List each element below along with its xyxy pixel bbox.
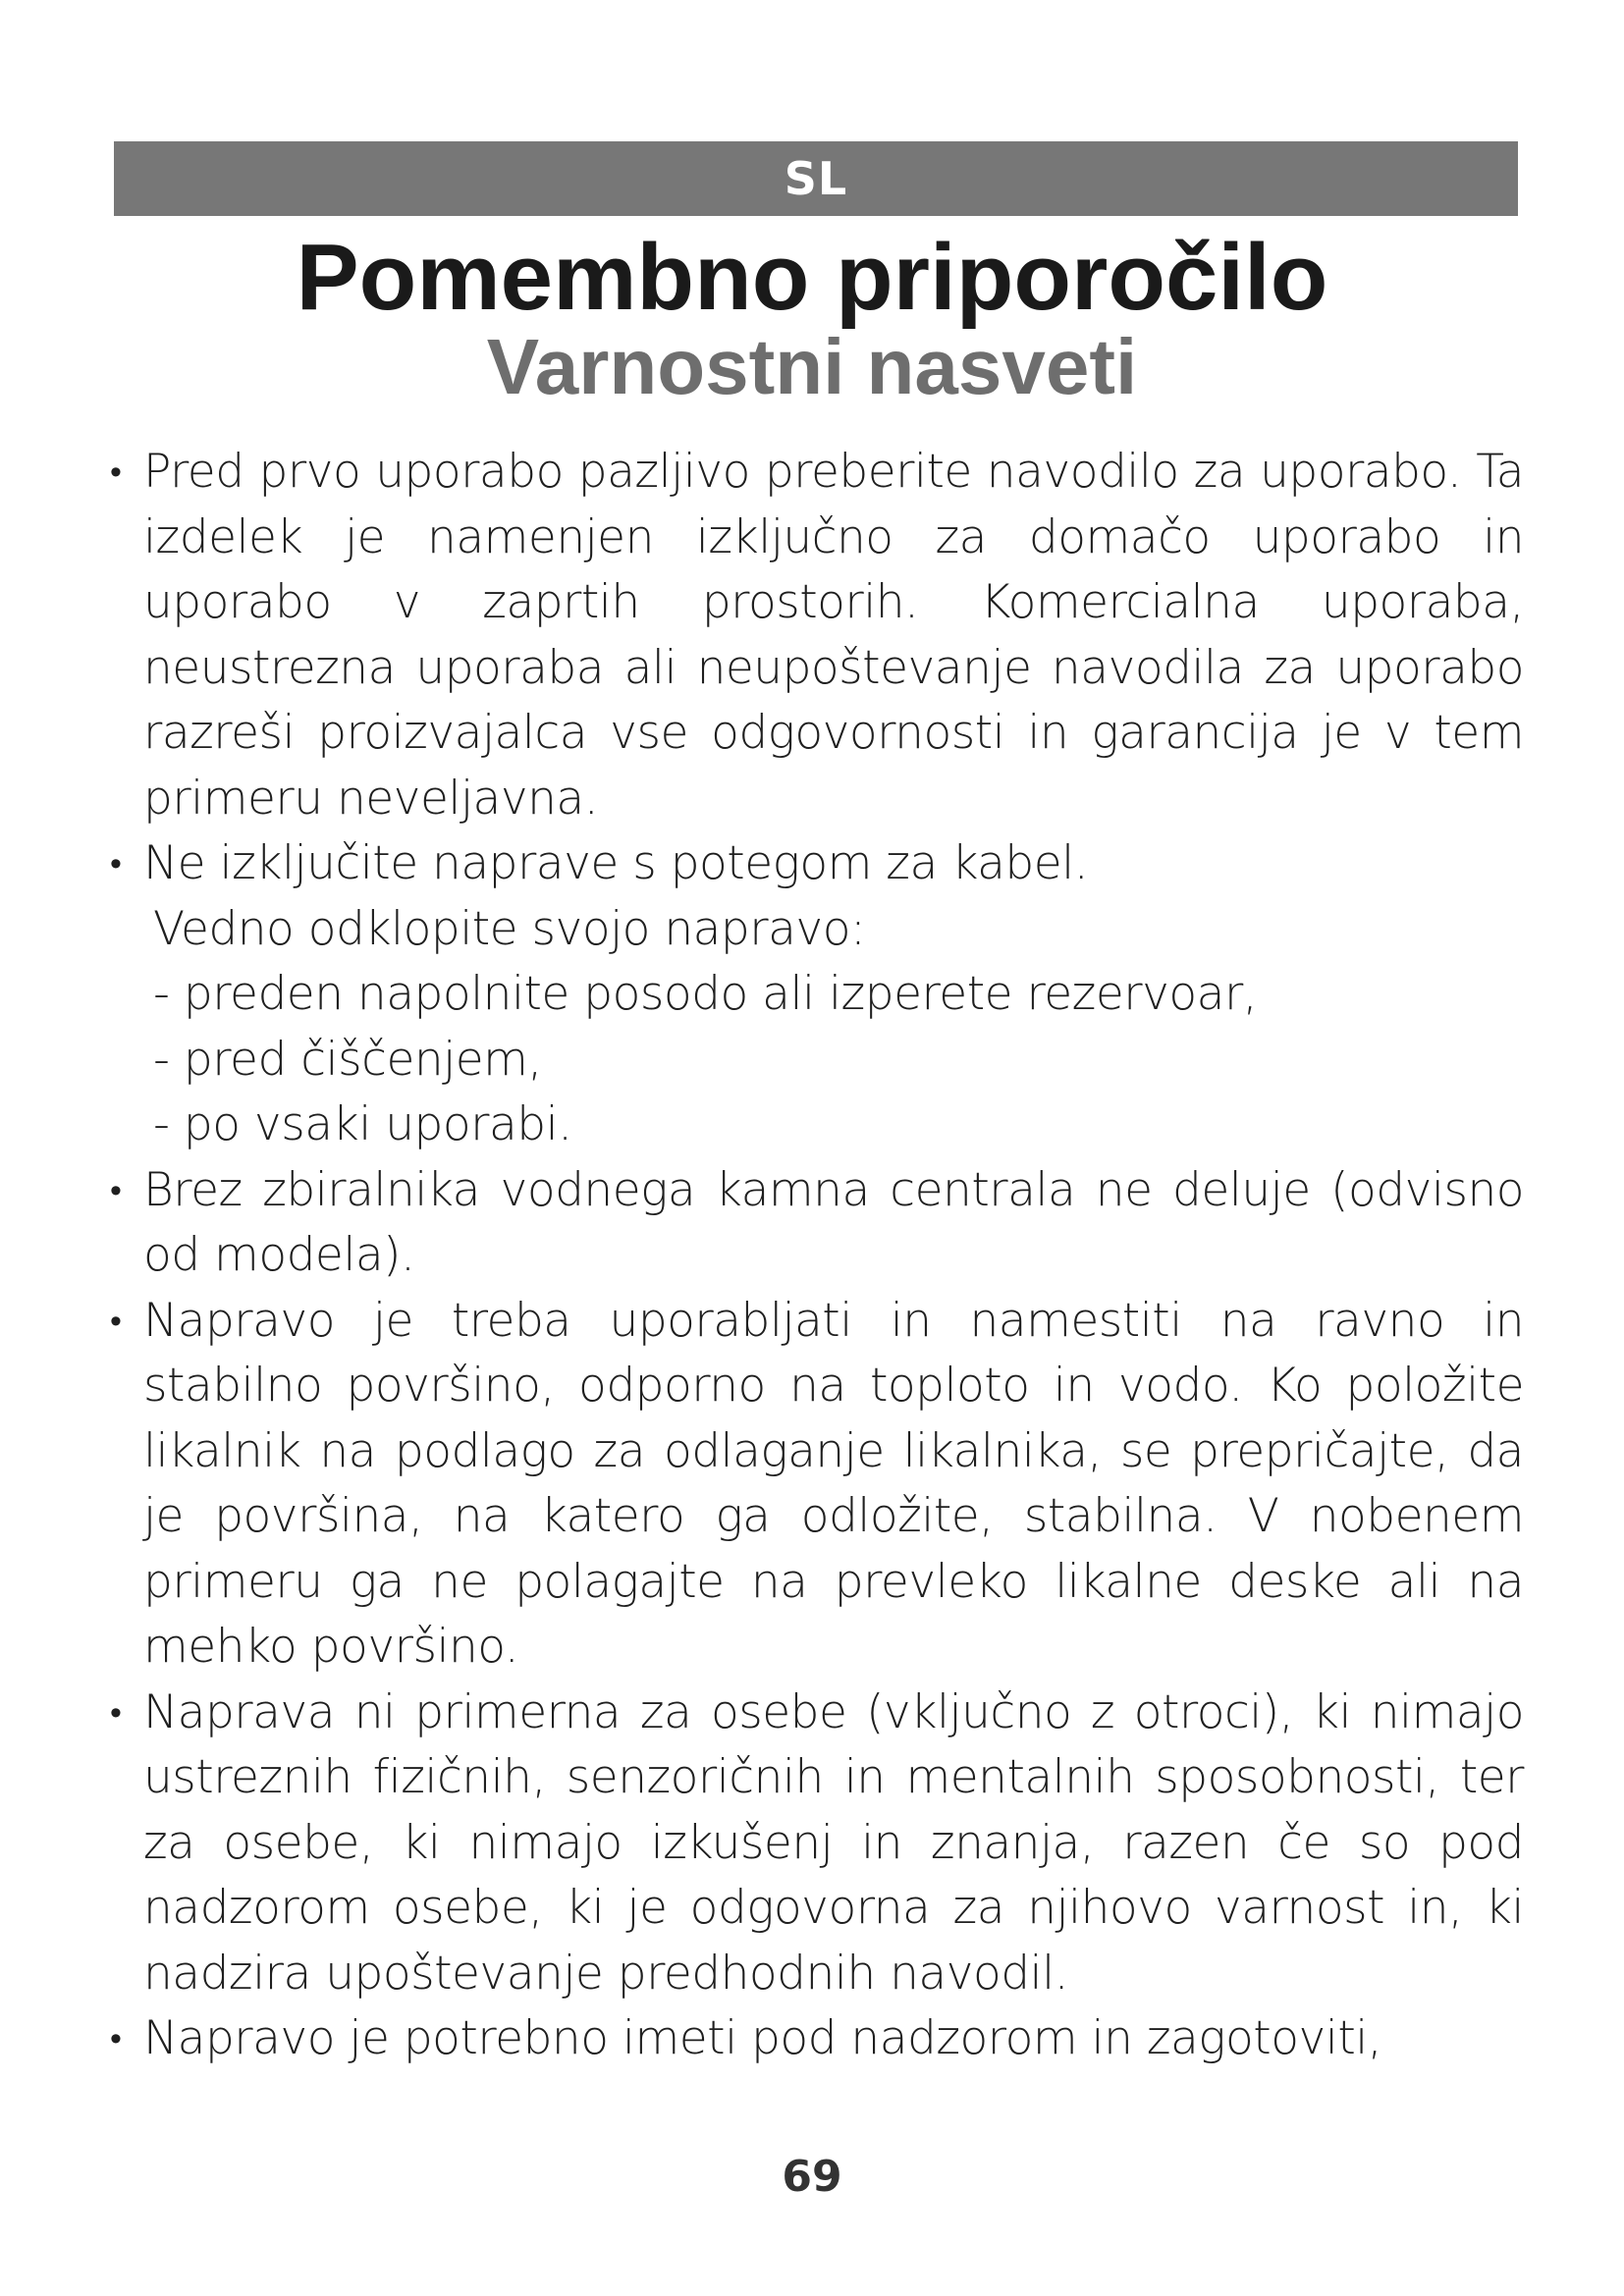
bullet-icon: •	[110, 844, 122, 883]
bullet-icon: •	[110, 453, 122, 492]
list-item	[110, 1289, 1524, 1681]
list-item	[110, 2006, 1524, 2072]
list-item-subtext: Vedno odklopite svojo napravo:	[153, 901, 866, 956]
list-item-text: Napravo je potrebno imeti pod nadzorom in zagotoviti,	[143, 2011, 1382, 2065]
list-item-text: Napravo je treba uporabljati in namestiti na ravno in stabilno površino, odporno na toploto in vodo. Ko položite likalnik na podlago za odlaganje likalnika, se prepričajte, da je površina, na katero ga odložite, stabilna. V nobenem primeru ga ne polagajte na prevleko likalne deske ali na mehko površino.	[143, 1293, 1524, 1674]
list-item-text: Brez zbiralnika vodnega kamna centrala ne deluje (odvisno od modela).	[143, 1162, 1524, 1282]
language-header-bar	[114, 141, 1518, 216]
dash-item: - preden napolnite posodo ali izperete rezervoar,	[153, 967, 1258, 1021]
dash-item: - pred čiščenjem,	[153, 1032, 542, 1087]
list-item-text: Naprava ni primerna za osebe (vključno z otroci), ki nimajo ustreznih fizičnih, senzoričnih in mentalnih sposobnosti, ter za osebe, ki nimajo izkušenj in znanja, razen če so pod nadzorom osebe, ki je odgovorna za njihovo varnost in, ki nadzira upoštevanje predhodnih navodil.	[143, 1684, 1524, 2001]
list-item	[110, 1681, 1524, 2007]
bullet-icon: •	[110, 1170, 122, 1210]
bullet-icon: •	[110, 1692, 122, 1733]
list-item-text: Pred prvo uporabo pazljivo preberite navodilo za uporabo. Ta izdelek je namenjen izključno za domačo uporabo in uporabo v zaprtih prostorih. Komercialna uporaba, neustrezna uporaba ali neupoštevanje navodila za uporabo razreši proizvajalca vse odgovornosti in garancija je v tem primeru neveljavna.	[143, 445, 1524, 826]
safety-instructions	[110, 440, 1524, 2072]
list-item	[110, 1158, 1524, 1289]
bullet-icon: •	[110, 1301, 122, 1341]
page-number: 69	[782, 2152, 842, 2202]
language-code: SL	[784, 152, 848, 205]
list-item	[110, 440, 1524, 831]
page-title: Pomembno priporočilo	[296, 225, 1328, 330]
page-subtitle: Varnostni nasveti	[486, 323, 1138, 410]
list-item	[110, 831, 1524, 1158]
bullet-icon: •	[110, 2019, 122, 2058]
list-item-text: Ne izključite naprave s potegom za kabel.	[143, 836, 1089, 890]
dash-item: - po vsaki uporabi.	[153, 1097, 572, 1151]
